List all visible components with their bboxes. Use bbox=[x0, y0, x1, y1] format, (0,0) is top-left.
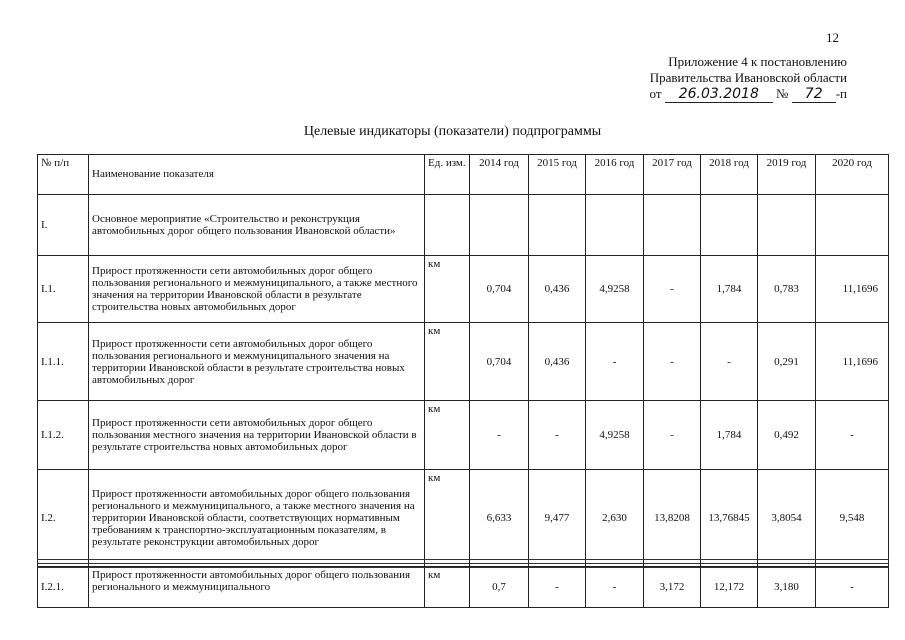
row-name: Прирост протяженности сети автомобильных дорог общего пользования местного значения на территории Ивановской области в результате строительства новых автомобильных дорог bbox=[89, 401, 425, 470]
indicators-table bbox=[37, 154, 889, 608]
header-year: 2019 год bbox=[758, 155, 816, 195]
header-year: 2014 год bbox=[470, 155, 529, 195]
row-num: I.2. bbox=[38, 470, 89, 567]
row-value: - bbox=[644, 256, 701, 323]
row-value: 1,784 bbox=[701, 401, 758, 470]
page-break-line bbox=[37, 559, 889, 560]
resolution-number: 72 bbox=[792, 86, 836, 103]
row-name: Основное мероприятие «Строительство и реконструкция автомобильных дорог общего пользования Ивановской области» bbox=[89, 195, 425, 256]
row-unit: км bbox=[425, 567, 470, 608]
row-value: 9,548 bbox=[816, 470, 889, 567]
from-label: от bbox=[649, 86, 662, 101]
row-unit: км bbox=[425, 256, 470, 323]
row-value bbox=[586, 195, 644, 256]
row-num: I.1.2. bbox=[38, 401, 89, 470]
row-num: I.1.1. bbox=[38, 323, 89, 401]
table-row bbox=[38, 401, 889, 470]
row-value: 1,784 bbox=[701, 256, 758, 323]
header-year: 2018 год bbox=[701, 155, 758, 195]
header-year: 2016 год bbox=[586, 155, 644, 195]
row-value: - bbox=[701, 323, 758, 401]
page-break-line bbox=[37, 567, 889, 568]
row-num: I.2.1. bbox=[38, 567, 89, 608]
row-value: 0,704 bbox=[470, 323, 529, 401]
row-value: 11,1696 bbox=[816, 323, 889, 401]
row-value: 0,436 bbox=[529, 323, 586, 401]
row-value: 6,633 bbox=[470, 470, 529, 567]
table-row bbox=[38, 256, 889, 323]
header-name: Наименование показателя bbox=[89, 155, 425, 195]
row-value: 0,7 bbox=[470, 567, 529, 608]
row-value: 0,704 bbox=[470, 256, 529, 323]
row-value: 3,172 bbox=[644, 567, 701, 608]
header-num: № п/п bbox=[38, 155, 89, 195]
row-value: 0,783 bbox=[758, 256, 816, 323]
page-break-line bbox=[37, 563, 889, 564]
row-num: I. bbox=[38, 195, 89, 256]
row-value bbox=[701, 195, 758, 256]
row-value: - bbox=[470, 401, 529, 470]
row-value: 2,630 bbox=[586, 470, 644, 567]
page-title: Целевые индикаторы (показатели) подпрограммы bbox=[303, 124, 602, 139]
number-suffix: -п bbox=[835, 86, 847, 101]
row-value: 4,9258 bbox=[586, 256, 644, 323]
header-year: 2020 год bbox=[816, 155, 889, 195]
row-value: 11,1696 bbox=[816, 256, 889, 323]
page-number: 12 bbox=[826, 30, 839, 45]
row-value: 13,8208 bbox=[644, 470, 701, 567]
table-row bbox=[38, 323, 889, 401]
row-value: - bbox=[529, 401, 586, 470]
row-name: Прирост протяженности сети автомобильных дорог общего пользования регионального и межмуниципального, а также местного значения на территории Ивановской области в результате строительства новых автомобильных дорог bbox=[89, 256, 425, 323]
row-name: Прирост протяженности автомобильных дорог общего пользования регионального и межмуниципального bbox=[89, 567, 425, 608]
header-year: 2015 год bbox=[529, 155, 586, 195]
table-row bbox=[38, 195, 889, 256]
appendix-line-2: Правительства Ивановской области bbox=[649, 70, 847, 85]
row-value: - bbox=[816, 567, 889, 608]
row-value bbox=[644, 195, 701, 256]
row-value: - bbox=[586, 323, 644, 401]
row-value bbox=[529, 195, 586, 256]
row-unit: км bbox=[425, 470, 470, 567]
row-value: 3,180 bbox=[758, 567, 816, 608]
resolution-date: 26.03.2018 bbox=[665, 86, 773, 103]
row-value: - bbox=[586, 567, 644, 608]
row-num: I.1. bbox=[38, 256, 89, 323]
number-label: № bbox=[776, 86, 789, 101]
row-value bbox=[470, 195, 529, 256]
table-row bbox=[38, 567, 889, 608]
appendix-header bbox=[650, 54, 847, 103]
row-unit bbox=[425, 195, 470, 256]
row-unit: км bbox=[425, 323, 470, 401]
row-unit: км bbox=[425, 401, 470, 470]
row-value: 0,436 bbox=[529, 256, 586, 323]
row-value: 12,172 bbox=[701, 567, 758, 608]
header-unit: Ед. изм. bbox=[425, 155, 470, 195]
row-value: 9,477 bbox=[529, 470, 586, 567]
row-value bbox=[758, 195, 816, 256]
row-value: 0,291 bbox=[758, 323, 816, 401]
row-value: - bbox=[816, 401, 889, 470]
row-value: 0,492 bbox=[758, 401, 816, 470]
row-value bbox=[816, 195, 889, 256]
row-value: 13,76845 bbox=[701, 470, 758, 567]
row-value: - bbox=[644, 401, 701, 470]
row-value: 3,8054 bbox=[758, 470, 816, 567]
header-row bbox=[38, 155, 889, 195]
table-row bbox=[38, 470, 889, 567]
row-value: 4,9258 bbox=[586, 401, 644, 470]
row-value: - bbox=[644, 323, 701, 401]
appendix-line-1: Приложение 4 к постановлению bbox=[668, 54, 847, 69]
row-name: Прирост протяженности автомобильных дорог общего пользования регионального и межмуниципального, а также местного значения на территории Ивановской области, соответствующих нормативным требованиям к транспортно-эксплуатационным показателям, в результате реконструкции автомобильных дорог bbox=[89, 470, 425, 567]
header-year: 2017 год bbox=[644, 155, 701, 195]
row-name: Прирост протяженности сети автомобильных дорог общего пользования регионального и межмуниципального значения на территории Ивановской области в результате строительства новых автомобильных дорог bbox=[89, 323, 425, 401]
appendix-line-3 bbox=[650, 86, 847, 103]
row-value: - bbox=[529, 567, 586, 608]
